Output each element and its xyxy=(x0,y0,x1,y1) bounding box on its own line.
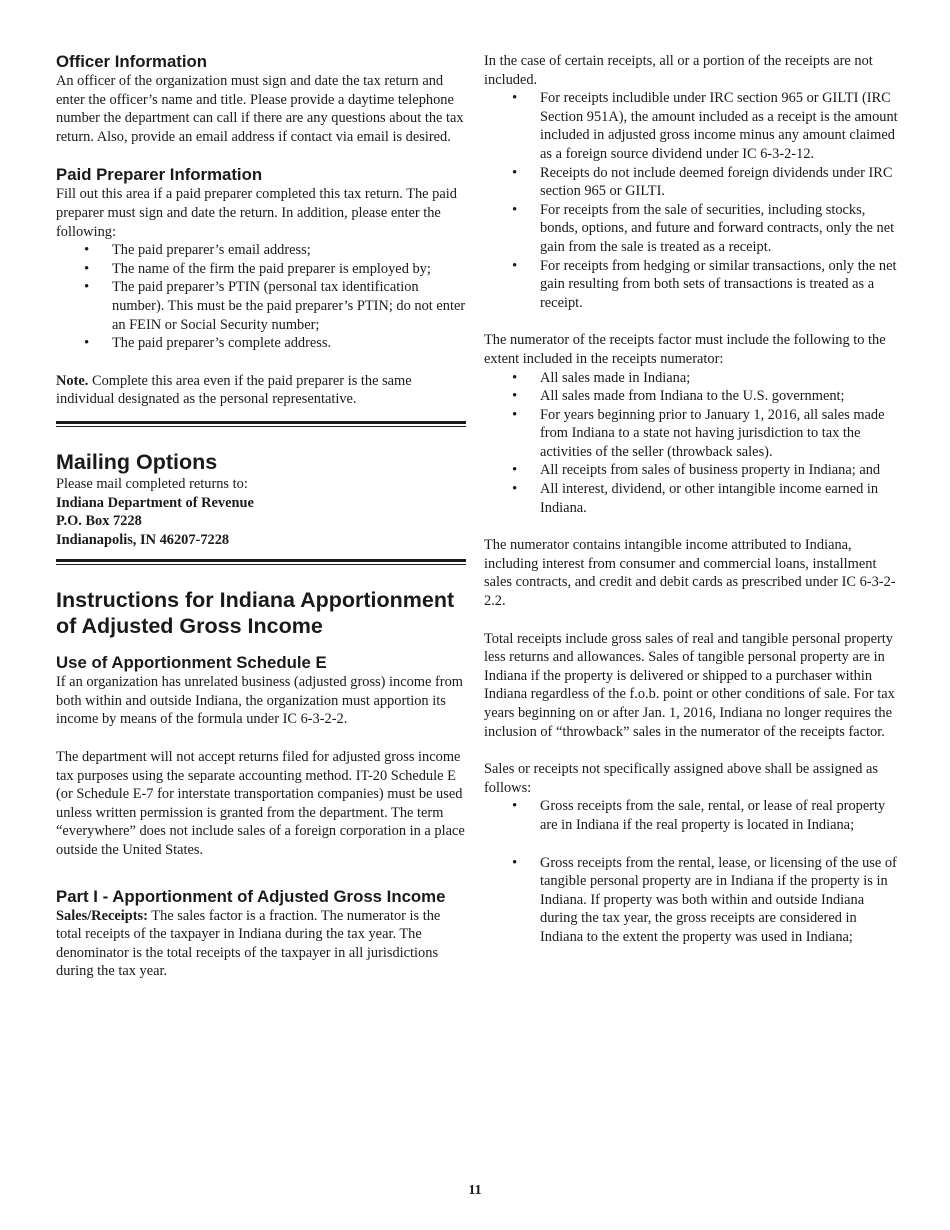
schedule-paragraph: The department will not accept returns filed for adjusted gross income tax purposes using the separate accounting method. IT-20 Schedule E (or Schedule E-7 for interstate transportation companies) must be used unless written permission is granted from the department. The term “everywhere” does not include sales of a foreign corporation in a place outside the United States. xyxy=(56,749,465,859)
sales-text: The sales factor is a fraction. The numerator is the total receipts of the taxpayer in Indiana during the tax year. The denominator is the total receipts of the taxpayer in all jurisdictions during the tax year. xyxy=(56,907,441,980)
list-item: • For years beginning prior to January 1, 2016, all sales made from Indiana to a state not having jurisdiction to tax the activities of the seller (throwback sales). xyxy=(484,406,898,462)
instructions-heading: Instructions for Indiana Apportionment of Adjusted Gross Income xyxy=(56,588,455,639)
list-item: • All interest, dividend, or other intangible income earned in Indiana. xyxy=(484,480,898,517)
preparer-heading: Paid Preparer Information xyxy=(56,165,263,185)
mailing-intro: Please mail completed returns to: xyxy=(56,475,248,492)
right-column xyxy=(484,52,898,947)
left-column xyxy=(56,52,466,981)
part1-heading: Part I - Apportionment of Adjusted Gross Income xyxy=(56,886,446,906)
spacer xyxy=(56,729,466,748)
spacer xyxy=(484,611,898,630)
list-item: • The paid preparer’s PTIN (personal tax identification number). This must be the paid preparer’s PTIN; do not enter an FEIN or Social Security number; xyxy=(56,278,466,334)
sales-label: Sales/Receipts: xyxy=(56,907,148,924)
assignment-list xyxy=(484,797,898,946)
list-item: • All sales made from Indiana to the U.S. government; xyxy=(484,387,898,406)
list-item: • Gross receipts from the sale, rental, or lease of real property are in Indiana if the real property is located in Indiana; xyxy=(484,797,898,834)
list-item: • All receipts from sales of business property in Indiana; and xyxy=(484,461,898,480)
page-number: 11 xyxy=(468,1183,482,1198)
spacer xyxy=(56,146,466,165)
list-item: • For receipts includible under IRC section 965 or GILTI (IRC Section 951A), the amount included as a receipt is the amount included in adjusted gross income minus any amount claimed as a foreign source dividend under IC 6-3-2-12. xyxy=(484,89,898,163)
spacer xyxy=(484,517,898,536)
preparer-intro: Fill out this area if a paid preparer completed this tax return. The paid preparer must sign and date the return. In addition, please enter the following: xyxy=(56,186,457,240)
spacer xyxy=(484,741,898,760)
list-item: • All sales made in Indiana; xyxy=(484,369,898,388)
list-item: • Gross receipts from the rental, lease, or licensing of the use of tangible personal property are in Indiana if the property is in Indiana. If property was both within and outside Indiana during the tax year, the gross receipts are considered in Indiana to the extent the property was used in Indiana; xyxy=(484,854,898,947)
note-label: Note. xyxy=(56,372,89,389)
preparer-list xyxy=(56,241,466,353)
right-paragraph: The numerator of the receipts factor must include the following to the extent included in the receipts numerator: xyxy=(484,332,886,367)
spacer xyxy=(56,860,466,879)
note-text: Complete this area even if the paid preparer is the same individual designated as the personal representative. xyxy=(56,372,412,408)
preparer-note xyxy=(56,372,466,409)
spacer xyxy=(56,353,466,372)
right-paragraph: The numerator contains intangible income attributed to Indiana, including interest from consumer and commercial loans, installment sales contracts, and credit and debit cards as prescribed under IC 6-3-2-2.2. xyxy=(484,537,896,610)
right-paragraph: Total receipts include gross sales of real and tangible personal property less returns and allowances. Sales of tangible personal property are in Indiana if the property is delivered or shipped to a purchaser within Indiana regardless of the f.o.b. point or other conditions of sale. For tax years beginning on or after Jan. 1, 2016, Indiana no longer requires the inclusion of “throwback” sales in the numerator of the receipts factor. xyxy=(484,630,895,740)
list-item: • Receipts do not include deemed foreign dividends under IRC section 965 or GILTI. xyxy=(484,164,898,201)
list-item: • The paid preparer’s email address; xyxy=(56,241,466,260)
mailing-address-line: Indiana Department of Revenue xyxy=(56,494,254,511)
officer-body: An officer of the organization must sign and date the tax return and enter the officer’s name and title. Please provide a daytime telephone number the department can call if there are any questions about the tax return. Also, provide an email address if contact via email is desired. xyxy=(56,73,464,145)
mailing-address-line: Indianapolis, IN 46207-7228 xyxy=(56,531,230,548)
receipts-exclusion-list xyxy=(484,89,898,312)
right-paragraph: In the case of certain receipts, all or a portion of the receipts are not included. xyxy=(484,53,873,88)
schedule-paragraph: If an organization has unrelated business (adjusted gross) income from both within and outside Indiana, the organization must apportion its income by means of the formula under IC 6-3-2-2. xyxy=(56,674,463,728)
spacer xyxy=(484,312,898,331)
schedule-heading: Use of Apportionment Schedule E xyxy=(56,653,327,673)
list-item: • The paid preparer’s complete address. xyxy=(56,334,466,353)
list-item: • The name of the firm the paid preparer is employed by; xyxy=(56,260,466,279)
numerator-list xyxy=(484,369,898,518)
right-paragraph: Sales or receipts not specifically assigned above shall be assigned as follows: xyxy=(484,761,879,796)
list-item: • For receipts from the sale of securities, including stocks, bonds, options, and future and forward contracts, only the net gain from the sale is treated as a receipt. xyxy=(484,201,898,257)
officer-heading: Officer Information xyxy=(56,52,208,71)
list-item: • For receipts from hedging or similar transactions, only the net gain resulting from both sets of transactions is treated as a receipt. xyxy=(484,257,898,313)
mailing-heading: Mailing Options xyxy=(56,449,218,474)
mailing-address-line: P.O. Box 7228 xyxy=(56,513,142,530)
sales-paragraph xyxy=(56,907,466,981)
